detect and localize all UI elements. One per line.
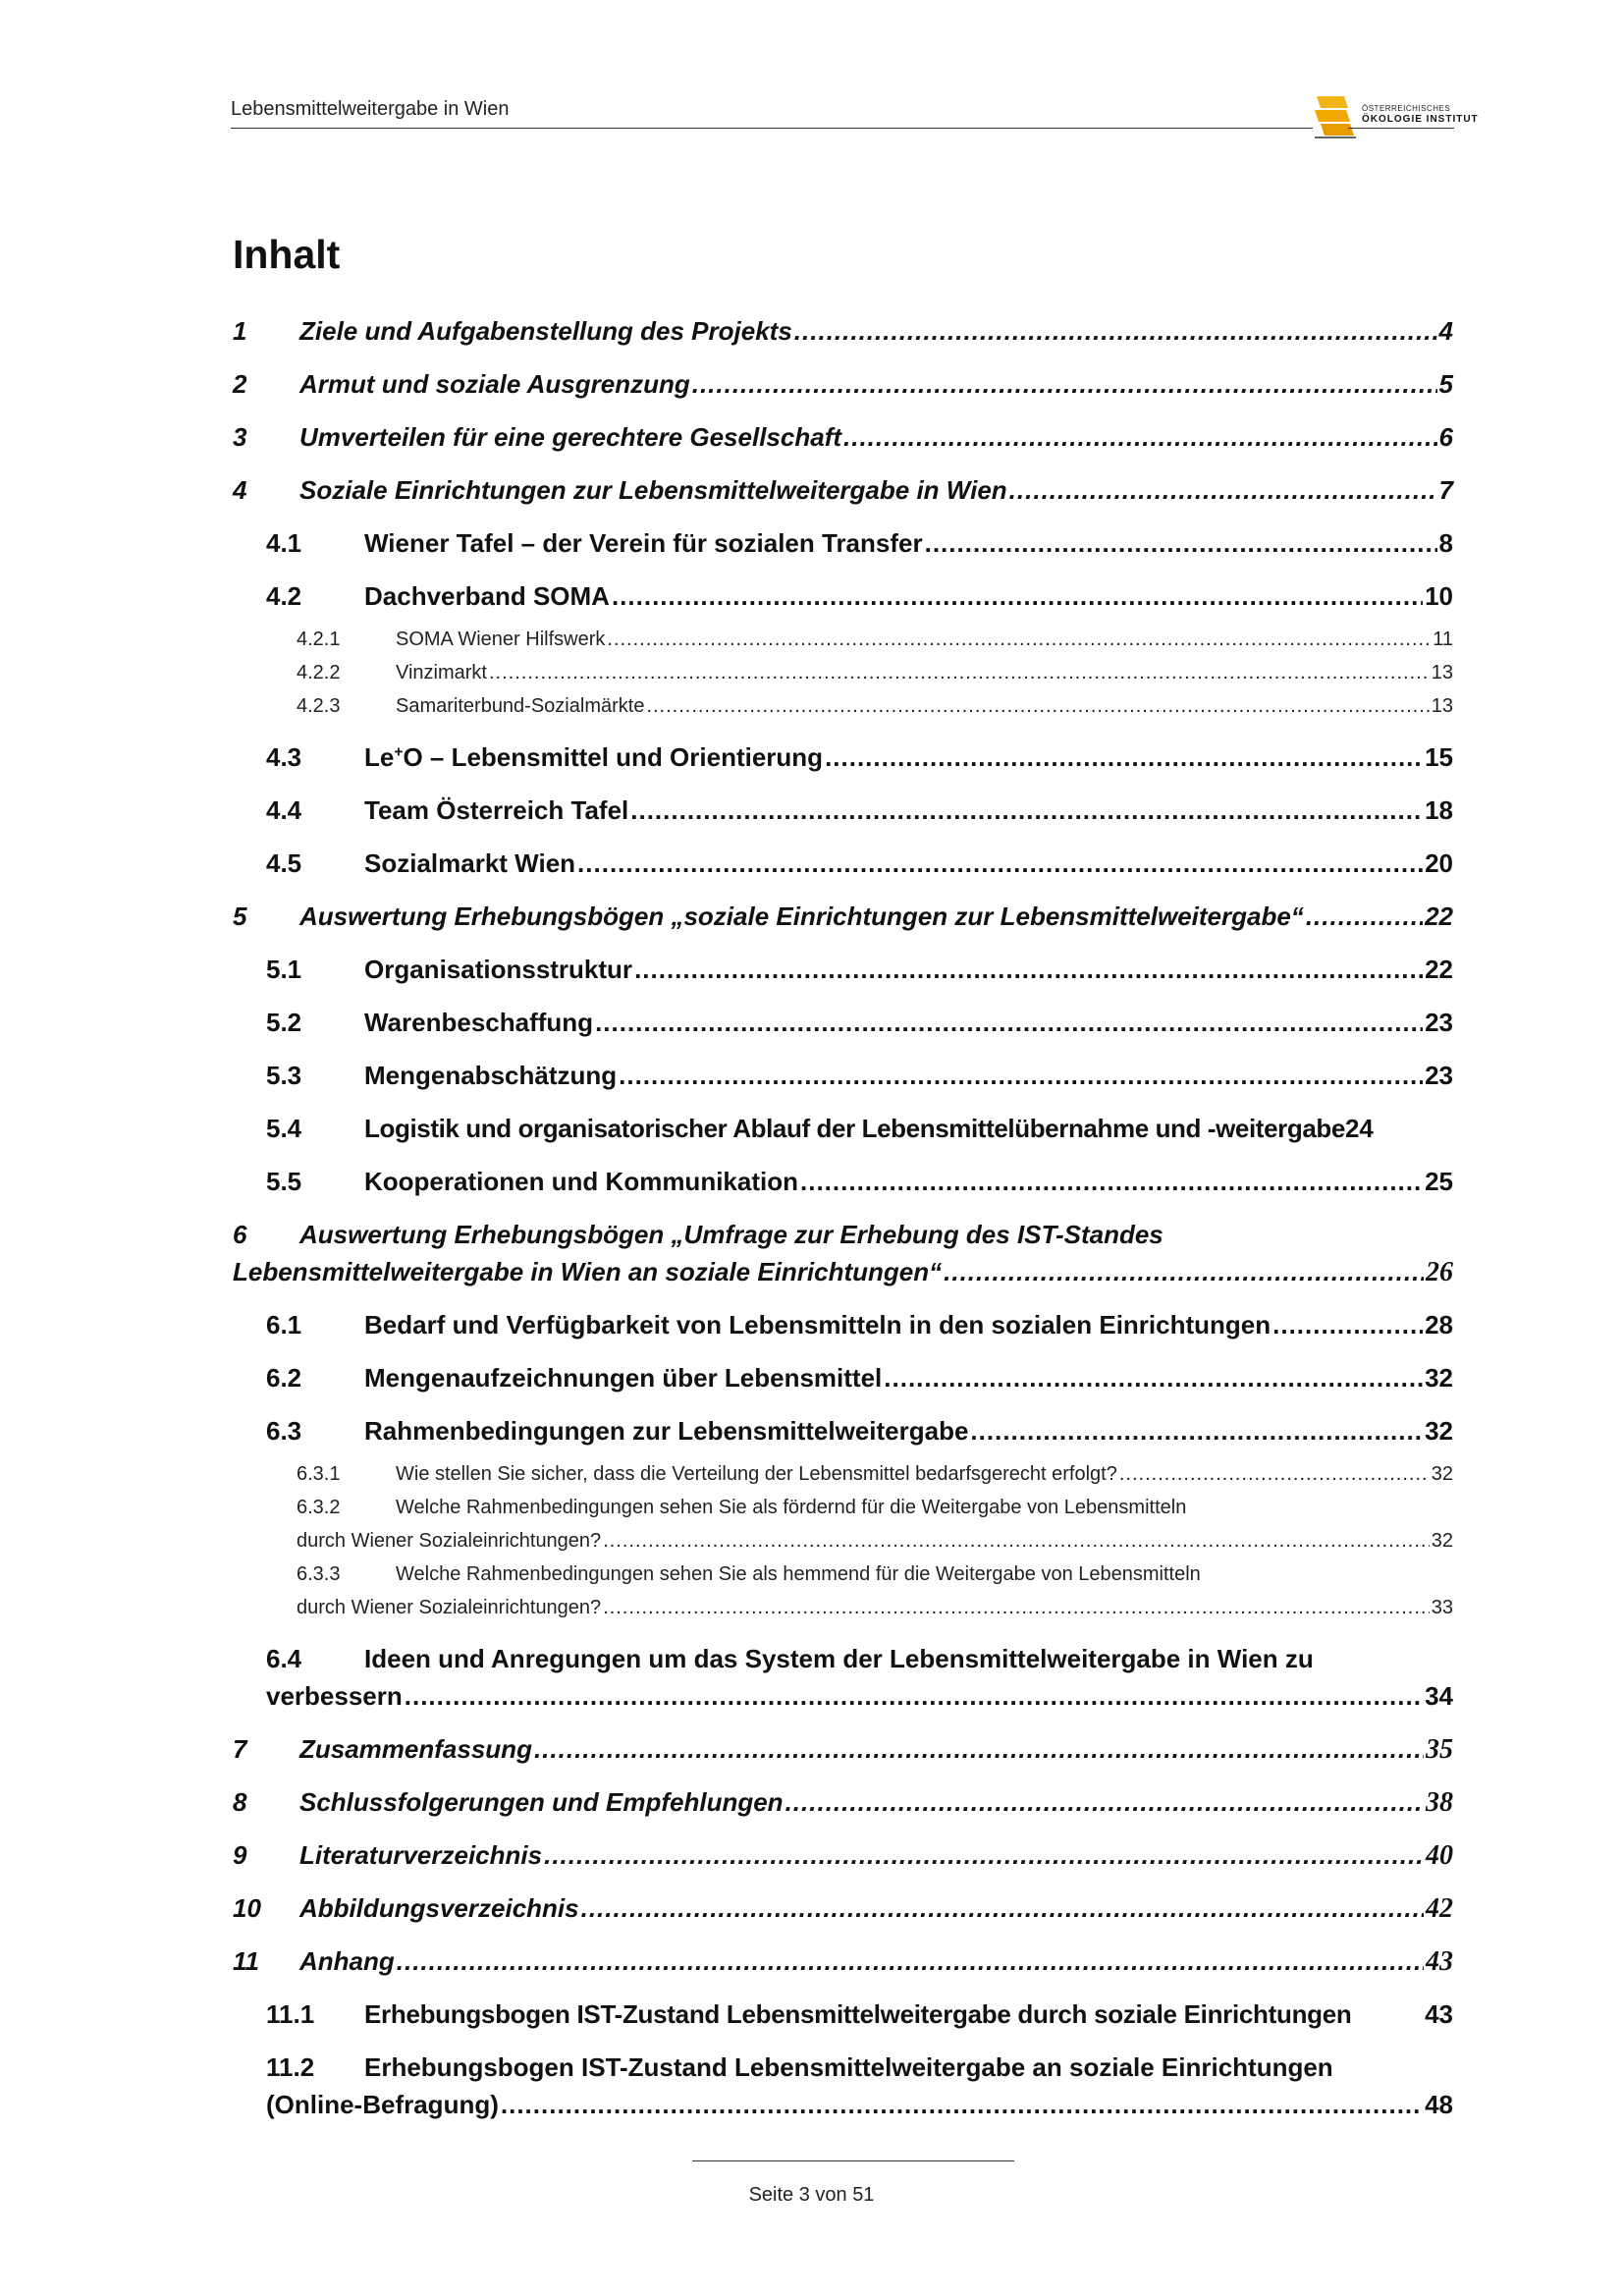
toc-leader-dots	[630, 795, 1423, 826]
toc-entry-5-2[interactable]	[266, 1008, 1453, 1043]
toc-title-part: Le	[364, 742, 395, 772]
toc-leader-dots	[884, 1363, 1423, 1394]
toc-entry-title: Auswertung Erhebungsbögen „soziale Einrichtungen zur Lebensmittelweitergabe“	[299, 902, 1304, 931]
toc-entry-title: Schlussfolgerungen und Empfehlungen	[299, 1787, 784, 1817]
toc-leader-dots	[607, 629, 1431, 651]
toc-entry-5[interactable]	[233, 902, 1453, 937]
toc-entry-6-3-3-line2[interactable]	[297, 1597, 1453, 1620]
toc-entry-number: 11	[233, 1946, 259, 1976]
toc-entry-page: 24	[1344, 1114, 1374, 1143]
toc-leader-dots	[595, 1008, 1423, 1038]
toc-leader-dots	[925, 528, 1437, 559]
page-number: Seite 3 von 51	[748, 2184, 875, 2206]
toc-entry-title: Wie stellen Sie sicher, dass die Verteilung der Lebensmittel bedarfsgerecht erfolgt?	[396, 1463, 1117, 1485]
logo-top-text: ÖSTERREICHISCHES	[1362, 104, 1451, 113]
toc-title-part: O – Lebensmittel und Orientierung	[403, 742, 824, 772]
toc-entry-number: 4.2	[266, 581, 302, 611]
toc-entry-title: Rahmenbedingungen zur Lebensmittelweitergabe	[364, 1416, 969, 1446]
toc-entry-page: 26	[1426, 1257, 1453, 1287]
toc-entry-6-1[interactable]	[266, 1310, 1453, 1345]
toc-entry-number: 8	[233, 1787, 247, 1817]
toc-leader-dots	[1119, 1463, 1430, 1486]
toc-entry-page: 35	[1426, 1734, 1453, 1765]
toc-leader-dots	[544, 1840, 1424, 1871]
toc-entry-title: Anhang	[299, 1946, 395, 1976]
toc-entry-number: 4.5	[266, 848, 302, 878]
toc-entry-number: 6.4	[266, 1644, 302, 1673]
toc-entry-title-cont: Lebensmittelweitergabe in Wien an soziale Einrichtungen“	[233, 1257, 943, 1286]
toc-entry-page: 34	[1425, 1681, 1453, 1711]
toc-entry-4-2-3[interactable]	[297, 695, 1453, 719]
toc-entry-number: 7	[233, 1734, 247, 1764]
toc-entry-number: 6.3.1	[297, 1463, 341, 1485]
toc-entry-title: Ideen und Anregungen um das System der Lebensmittelweitergabe in Wien zu	[364, 1644, 1314, 1673]
footer-rule	[692, 2160, 1014, 2161]
toc-entry-page: 7	[1438, 475, 1453, 505]
toc-entry-6-3-2-line2[interactable]	[297, 1530, 1453, 1554]
toc-entry-6-2[interactable]	[266, 1363, 1453, 1398]
toc-entry-title: Vinzimarkt	[396, 662, 487, 683]
header-title: Lebensmittelweitergabe in Wien	[231, 98, 510, 120]
toc-entry-title: Umverteilen für eine gerechtere Gesellschaft	[299, 422, 842, 452]
toc-leader-dots	[1272, 1310, 1423, 1340]
toc-entry-title: Sozialmarkt Wien	[364, 848, 576, 878]
toc-entry-title: Ziele und Aufgabenstellung des Projekts	[299, 316, 792, 346]
toc-entry-9[interactable]	[233, 1840, 1453, 1876]
toc-entry-11-1[interactable]	[266, 1999, 1453, 2035]
toc-entry-number: 5.4	[266, 1114, 302, 1143]
toc-entry-1[interactable]	[233, 316, 1453, 352]
toc-entry-number: 4.2.2	[297, 662, 341, 683]
toc-entry-number: 4.2.1	[297, 629, 341, 650]
toc-entry-6-3-1[interactable]	[297, 1463, 1453, 1487]
toc-leader-dots	[581, 1893, 1424, 1924]
toc-leader-dots	[692, 369, 1437, 400]
toc-entry-page: 23	[1425, 1008, 1453, 1037]
toc-leader-dots	[501, 2090, 1423, 2120]
toc-leader-dots	[634, 955, 1423, 985]
toc-entry-page: 5	[1438, 369, 1453, 399]
toc-entry-page: 13	[1431, 695, 1453, 717]
toc-entry-number: 11.1	[266, 1999, 315, 2029]
toc-leader-dots	[612, 581, 1423, 612]
toc-entry-page: 15	[1425, 742, 1453, 772]
toc-leader-dots	[603, 1530, 1430, 1553]
toc-entry-6-4-line2[interactable]	[266, 1681, 1453, 1717]
toc-leader-dots	[577, 848, 1423, 879]
toc-entry-number: 5	[233, 902, 247, 931]
toc-entry-number: 6.3.2	[297, 1497, 341, 1518]
toc-entry-page: 33	[1431, 1597, 1453, 1618]
toc-leader-dots	[397, 1946, 1424, 1977]
toc-entry-7[interactable]	[233, 1734, 1453, 1770]
toc-entry-title: Welche Rahmenbedingungen sehen Sie als hemmend für die Weitergabe von Lebensmitteln	[396, 1563, 1201, 1585]
toc-entry-4-3[interactable]	[266, 742, 1453, 778]
toc-entry-number: 2	[233, 369, 247, 399]
toc-leader-dots	[944, 1257, 1424, 1287]
toc-entry-title: Soziale Einrichtungen zur Lebensmittelweitergabe in Wien	[299, 475, 1007, 505]
toc-entry-title: Wiener Tafel – der Verein für sozialen Transfer	[364, 528, 923, 558]
toc-leader-dots	[1009, 475, 1437, 506]
toc-entry-number: 3	[233, 422, 247, 452]
toc-entry-title: Zusammenfassung	[299, 1734, 532, 1764]
toc-entry-title: Bedarf und Verfügbarkeit von Lebensmitteln in den sozialen Einrichtungen	[364, 1310, 1271, 1339]
toc-entry-4-2-2[interactable]	[297, 662, 1453, 685]
toc-entry-number: 5.2	[266, 1008, 302, 1037]
toc-entry-number: 4	[233, 475, 247, 505]
toc-leader-dots	[794, 316, 1437, 347]
toc-entry-page: 4	[1438, 316, 1453, 346]
toc-entry-title: Abbildungsverzeichnis	[299, 1893, 579, 1923]
toc-entry-4[interactable]	[233, 475, 1453, 511]
toc-entry-page: 10	[1425, 581, 1453, 611]
toc-entry-6-3-3-line1[interactable]	[297, 1563, 1201, 1586]
toc-entry-title: Erhebungsbogen IST-Zustand Lebensmittelweitergabe durch soziale Einrichtungen	[364, 1999, 1352, 2029]
toc-leader-dots	[489, 662, 1430, 684]
toc-entry-title: Kooperationen und Kommunikation	[364, 1167, 798, 1196]
toc-entry-number: 10	[233, 1893, 261, 1923]
toc-entry-page: 43	[1425, 1999, 1453, 2029]
page-header	[231, 94, 1479, 130]
toc-entry-title: SOMA Wiener Hilfswerk	[396, 629, 606, 650]
toc-leader-dots	[405, 1681, 1423, 1712]
toc-entry-6-3[interactable]	[266, 1416, 1453, 1451]
toc-entry-number: 6	[233, 1220, 247, 1249]
toc-entry-number: 6.1	[266, 1310, 302, 1339]
toc-leader-dots	[970, 1416, 1423, 1447]
institute-logo	[1311, 92, 1479, 143]
toc-entry-page: 23	[1425, 1061, 1453, 1090]
toc-entry-4-1[interactable]	[266, 528, 1453, 564]
toc-entry-title: Mengenabschätzung	[364, 1061, 618, 1090]
toc-entry-title-cont: durch Wiener Sozialeinrichtungen?	[297, 1597, 602, 1618]
toc-entry-title: Team Österreich Tafel	[364, 795, 629, 825]
toc-entry-page: 28	[1425, 1310, 1453, 1339]
toc-entry-title: Literaturverzeichnis	[299, 1840, 543, 1870]
toc-entry-page: 32	[1425, 1416, 1453, 1446]
toc-entry-6-line1[interactable]	[233, 1220, 1163, 1250]
toc-leader-dots	[603, 1597, 1430, 1619]
toc-entry-page: 11	[1433, 629, 1453, 650]
toc-leader-dots	[785, 1787, 1424, 1818]
toc-entry-4-2-1[interactable]	[297, 629, 1453, 652]
toc-entry-5-5[interactable]	[266, 1167, 1453, 1202]
toc-entry-title: Warenbeschaffung	[364, 1008, 594, 1037]
toc-leader-dots	[825, 742, 1423, 773]
toc-entry-4-2[interactable]	[266, 581, 1453, 617]
toc-entry-number: 6.2	[266, 1363, 302, 1393]
header-rule	[231, 128, 1313, 129]
toc-entry-number: 5.5	[266, 1167, 302, 1196]
toc-leader-dots	[646, 695, 1429, 718]
toc-entry-title: Auswertung Erhebungsbögen „Umfrage zur Erhebung des IST-Standes	[299, 1220, 1163, 1249]
toc-entry-title: Organisationsstruktur	[364, 955, 633, 984]
toc-entry-title: Logistik und organisatorischer Ablauf der Lebensmittelübernahme und -weitergabe	[364, 1114, 1345, 1143]
toc-entry-title: Erhebungsbogen IST-Zustand Lebensmittelweitergabe an soziale Einrichtungen	[364, 2052, 1333, 2082]
toc-entry-page: 32	[1431, 1463, 1453, 1485]
toc-entry-number: 4.4	[266, 795, 302, 825]
toc-entry-11-2-line2[interactable]	[266, 2090, 1453, 2125]
toc-entry-number: 1	[233, 316, 247, 346]
toc-entry-10[interactable]	[233, 1893, 1453, 1929]
toc-title: Inhalt	[233, 232, 341, 277]
toc-leader-dots	[843, 422, 1437, 453]
toc-entry-number: 5.3	[266, 1061, 302, 1090]
toc-entry-title: Armut und soziale Ausgrenzung	[299, 369, 690, 399]
toc-entry-3[interactable]	[233, 422, 1453, 458]
toc-entry-page: 22	[1425, 902, 1453, 931]
toc-entry-page: 32	[1425, 1363, 1453, 1393]
toc-leader-dots	[1306, 902, 1423, 932]
toc-entry-8[interactable]	[233, 1787, 1453, 1823]
toc-entry-5-4[interactable]	[266, 1114, 1453, 1149]
toc-entry-page: 18	[1425, 795, 1453, 825]
toc-entry-page: 20	[1425, 848, 1453, 878]
toc-entry-4-5[interactable]	[266, 848, 1453, 884]
toc-entry-6-line2[interactable]	[233, 1257, 1453, 1292]
logo-main-text: ÖKOLOGIE INSTITUT	[1362, 114, 1479, 125]
toc-entry-2[interactable]	[233, 369, 1453, 405]
toc-entry-6-3-2-line1[interactable]	[297, 1497, 1186, 1519]
toc-entry-number: 6.3.3	[297, 1563, 341, 1585]
toc-entry-title-cont: verbessern	[266, 1681, 403, 1711]
toc-entry-title	[364, 742, 823, 773]
toc-entry-page: 42	[1426, 1893, 1453, 1924]
toc-entry-title: Samariterbund-Sozialmärkte	[396, 695, 645, 717]
toc-entry-title: Mengenaufzeichnungen über Lebensmittel	[364, 1363, 883, 1393]
toc-entry-title-cont: durch Wiener Sozialeinrichtungen?	[297, 1530, 602, 1552]
toc-entry-title: Dachverband SOMA	[364, 581, 610, 611]
toc-entry-number: 4.2.3	[297, 695, 341, 717]
toc-leader-dots	[534, 1734, 1424, 1765]
toc-entry-number: 11.2	[266, 2052, 315, 2082]
toc-entry-4-4[interactable]	[266, 795, 1453, 831]
toc-entry-5-3[interactable]	[266, 1061, 1453, 1096]
toc-leader-dots	[800, 1167, 1423, 1197]
toc-entry-page: 6	[1438, 422, 1453, 452]
toc-entry-page: 25	[1425, 1167, 1453, 1196]
logo-mark-icon	[1311, 92, 1360, 141]
logo-underline	[1348, 128, 1454, 129]
toc-entry-6-4-line1[interactable]	[266, 1644, 1314, 1674]
toc-title-superscript: +	[394, 743, 404, 761]
toc-entry-number: 4.1	[266, 528, 302, 558]
toc-entry-11[interactable]	[233, 1946, 1453, 1982]
toc-entry-page: 43	[1426, 1946, 1453, 1977]
toc-entry-page: 38	[1426, 1787, 1453, 1818]
toc-entry-5-1[interactable]	[266, 955, 1453, 990]
toc-entry-number: 5.1	[266, 955, 302, 984]
toc-leader-dots	[619, 1061, 1423, 1091]
toc-entry-page: 8	[1438, 528, 1453, 558]
toc-entry-11-2-line1[interactable]	[266, 2052, 1333, 2083]
toc-entry-title-cont: (Online-Befragung)	[266, 2090, 499, 2119]
toc-entry-title: Welche Rahmenbedingungen sehen Sie als fördernd für die Weitergabe von Lebensmitteln	[396, 1497, 1187, 1518]
toc-entry-page: 32	[1431, 1530, 1453, 1552]
toc-entry-page: 48	[1425, 2090, 1453, 2119]
toc-entry-number: 4.3	[266, 742, 302, 772]
toc-entry-number: 6.3	[266, 1416, 302, 1446]
toc-entry-number: 9	[233, 1840, 247, 1870]
toc-entry-page: 13	[1431, 662, 1453, 683]
toc-entry-page: 40	[1426, 1840, 1453, 1871]
toc-entry-page: 22	[1425, 955, 1453, 984]
